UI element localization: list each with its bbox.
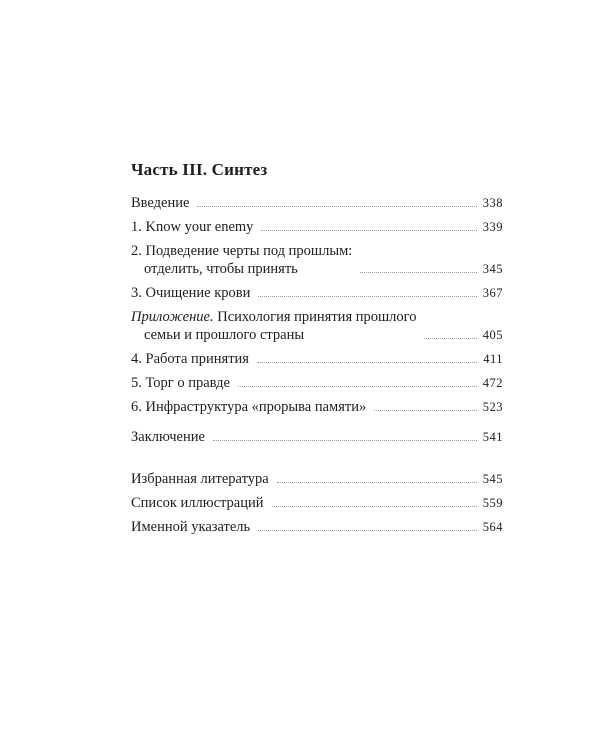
entry-page: 472: [482, 376, 503, 390]
dot-leader: [197, 206, 476, 207]
part-title: Часть III. Синтез: [131, 160, 268, 179]
entry-page: 559: [482, 496, 503, 510]
dot-leader: [261, 230, 476, 231]
entry-title: 4. Работа принятия: [131, 351, 249, 367]
dot-leader: [258, 530, 477, 531]
entry-title: Список иллюстраций: [131, 495, 264, 511]
entry-page: 367: [482, 286, 503, 300]
toc-entry-appendix: [131, 308, 503, 344]
entry-title: Избранная литература: [131, 471, 269, 487]
entry-title: Заключение: [131, 429, 205, 445]
entry-title-italic: Приложение.: [131, 309, 214, 325]
entry-page: 405: [482, 328, 503, 342]
entry-page: 411: [483, 352, 503, 366]
entry-title: Именной указатель: [131, 519, 251, 535]
toc-entry-3: [131, 284, 503, 302]
dot-leader: [213, 440, 477, 441]
toc-entry-name-index: [131, 518, 503, 536]
entry-page: 541: [482, 430, 503, 444]
entry-title: 1. Know your enemy: [131, 219, 254, 235]
dot-leader: [258, 296, 476, 297]
entry-title: 3. Очищение крови: [131, 285, 251, 301]
entry-page: 345: [482, 262, 503, 276]
entry-title: Психология принятия прошлого: [213, 309, 417, 325]
entry-title: 2. Подведение черты под прошлым:: [131, 243, 353, 259]
dot-leader: [360, 272, 476, 273]
entry-page: 339: [482, 220, 503, 234]
toc-entry-introduction: [131, 194, 503, 212]
entry-title-continued: семьи и прошлого страны: [144, 327, 305, 343]
toc-entry-1: [131, 218, 503, 236]
entry-page: 564: [482, 520, 503, 534]
entry-page: 338: [482, 196, 503, 210]
toc-entry-illustrations: [131, 494, 503, 512]
dot-leader: [277, 482, 477, 483]
entry-page: 523: [482, 400, 503, 414]
toc-entry-conclusion: [131, 428, 503, 446]
dot-leader: [272, 506, 477, 507]
toc-entry-2: [131, 242, 503, 278]
toc-entry-5: [131, 374, 503, 392]
dot-leader: [374, 410, 477, 411]
dot-leader: [257, 362, 477, 363]
toc-entry-4: [131, 350, 503, 368]
entry-title: 6. Инфраструктура «прорыва памяти»: [131, 399, 367, 415]
entry-title: Введение: [131, 195, 190, 211]
dot-leader: [238, 386, 477, 387]
entry-title-continued: отделить, чтобы принять: [144, 261, 298, 277]
toc-entry-6: [131, 398, 503, 416]
table-of-contents: [131, 160, 503, 536]
entry-title: 5. Торг о правде: [131, 375, 230, 391]
entry-page: 545: [482, 472, 503, 486]
dot-leader: [424, 338, 476, 339]
toc-entry-bibliography: [131, 470, 503, 488]
